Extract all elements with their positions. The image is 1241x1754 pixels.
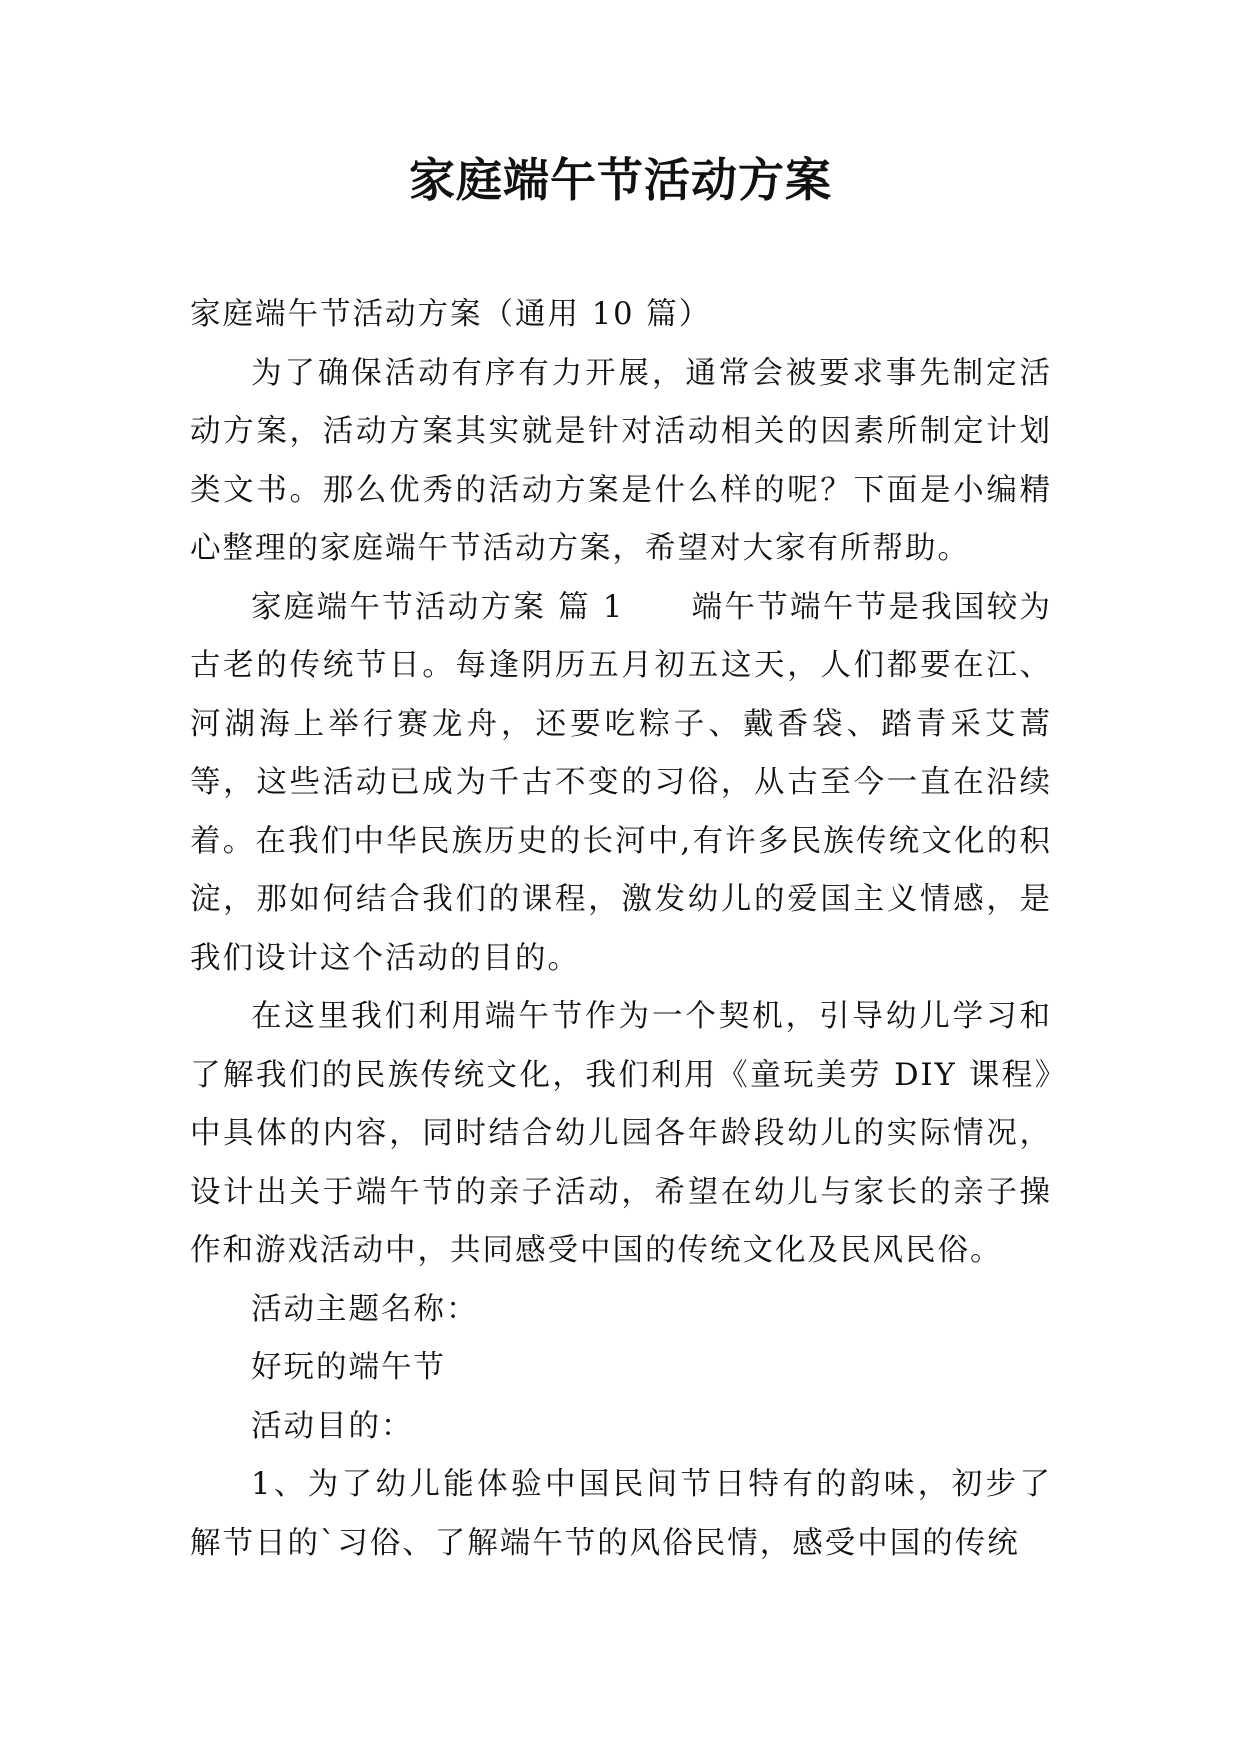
- document-body: [190, 286, 1052, 1573]
- section-1-heading: 家庭端午节活动方案 篇 1: [251, 589, 625, 625]
- subtitle-paragraph: 家庭端午节活动方案（通用 10 篇）: [190, 297, 712, 332]
- body-paragraph: 在这里我们利用端午节作为一个契机，引导幼儿学习和了解我们的民族传统文化，我们利用《童玩美劳 DIY 课程》中具体的内容，同时结合幼儿园各年龄段幼儿的实际情况，设计出关于端午节的亲子活动，希望在幼儿与家长的亲子操作和游戏活动中，共同感受中国的传统文化及民风民俗。: [190, 999, 1052, 1268]
- purpose-label: 活动目的：: [251, 1408, 414, 1444]
- section-1-text: 端午节端午节是我国较为古老的传统节日。每逢阴历五月初五这天，人们都要在江、河湖海上举行赛龙舟，还要吃粽子、戴香袋、踏青采艾蒿等，这些活动已成为千古不变的习俗，从古至今一直在沿续着。在我们中华民族历史的长河中,有许多民族传统文化的积淀，那如何结合我们的课程，激发幼儿的爱国主义情感，是我们设计这个活动的目的。: [190, 589, 1053, 976]
- section-1-paragraph: [190, 579, 1052, 989]
- document-title: 家庭端午节活动方案: [409, 153, 832, 207]
- purpose-item-1: 1、为了幼儿能体验中国民间节日特有的韵味，初步了解节日的`习俗、了解端午节的风俗民情，感受中国的传统: [190, 1467, 1052, 1561]
- theme-name-label: 活动主题名称：: [251, 1291, 479, 1327]
- theme-name-value: 好玩的端午节: [251, 1350, 446, 1385]
- intro-paragraph: 为了确保活动有序有力开展，通常会被要求事先制定活动方案，活动方案其实就是针对活动相关的因素所制定计划类文书。那么优秀的活动方案是什么样的呢？下面是小编精心整理的家庭端午节活动方案，希望对大家有所帮助。: [190, 355, 1052, 566]
